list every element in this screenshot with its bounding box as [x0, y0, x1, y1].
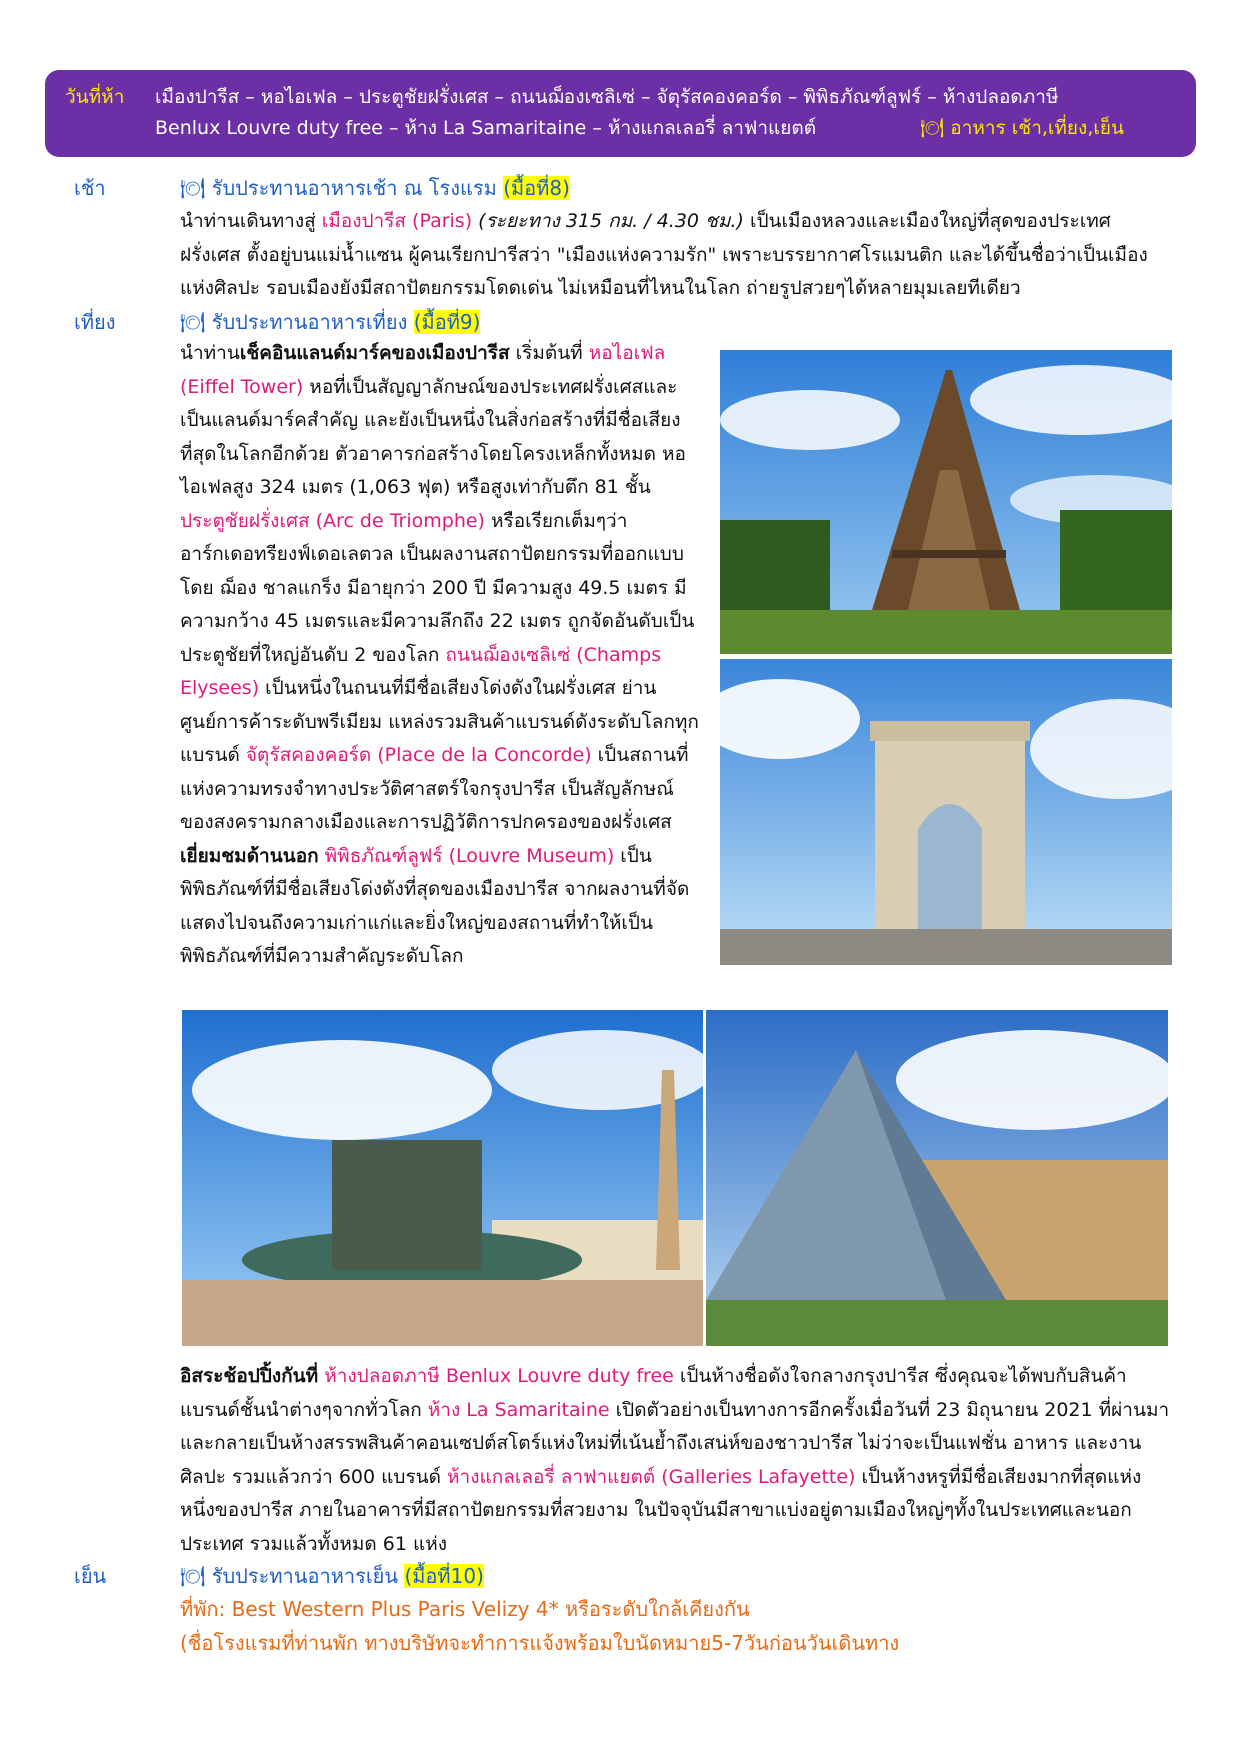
benlux-text: ห้างปลอดภาษี Benlux Louvre duty free [324, 1365, 674, 1387]
meals-summary: 🍽 อาหาร เช้า,เที่ยง,เย็น [920, 117, 1124, 139]
hotel-line: ที่พัก: Best Western Plus Paris Velizy 4* หรือระดับใกล้เคียงกัน [180, 1597, 750, 1621]
lunch-meal-heading [180, 306, 480, 338]
arc-de-triomphe-photo [720, 659, 1172, 965]
arc-text: ประตูชัยฝรั่งเศส (Arc de Triomphe) [180, 509, 485, 532]
text-span: เป็นห้างชื่อดังใจกลางกรุงปารีส ซึ่งคุณจะได้พบกับสินค้าแบรนด์ชั้นนำต่างๆจากทั่วโลก [180, 1365, 1127, 1421]
breakfast-meal-number: (มื้อที่8) [503, 176, 570, 200]
dinner-meal-number: (มื้อที่10) [404, 1564, 484, 1588]
text-span: เป็นสถานที่แห่งความทรงจำทางประวัติศาสตร์ใจกรุงปารีส เป็นสัญลักษณ์ของสงครามกลางเมืองและการปฏิวัติการปกครองของฝรั่งเศส [180, 744, 689, 833]
dinner-meal-text: 🍽 รับประทานอาหารเย็น [180, 1564, 405, 1588]
eiffel-tower-photo [720, 350, 1172, 654]
lunch-meal-text: 🍽 รับประทานอาหารเที่ยง [180, 310, 414, 334]
bold-text: เช็คอินแลนด์มาร์คของเมืองปารีส [239, 342, 510, 364]
itinerary-line-1: เมืองปารีส – หอไอเฟล – ประตูชัยฝรั่งเศส – ถนนฌ็องเซลิเซ่ – จัตุรัสคองคอร์ด – พิพิธภัณฑ์ลูฟร์ – ห้างปลอดภาษี [155, 86, 1059, 108]
landmarks-paragraph [180, 337, 700, 974]
itinerary-line-2: Benlux Louvre duty free – ห้าง La Samaritaine – ห้างแกลเลอรี่ ลาฟาแยตต์ [155, 117, 817, 139]
breakfast-paragraph [180, 205, 1160, 306]
lafayette-text: ห้างแกลเลอรี่ ลาฟาแยตต์ (Galleries Lafayette) [447, 1465, 856, 1488]
bold-text: เยี่ยมชมด้านนอก [180, 844, 319, 867]
breakfast-meal-text: 🍽 รับประทานอาหารเช้า ณ โรงแรม [180, 176, 504, 200]
text-span: หรือเรียกเต็มๆว่า อาร์กเดอทรียงฟ์เดอเลตวล เป็นผลงานสถาปัตยกรรมที่ออกแบบโดย ฌ็อง ชาลแกร็ง มีอายุกว่า 200 ปี มีความสูง 49.5 เมตร มีความกว้าง 45 เมตรและมีความลึกถึง 22 เมตร ถูกจัดอันดับเป็นประตูชัยที่ใหญ่อันดับ 2 ของโลก [180, 509, 695, 666]
text-span: เริ่มต้นที่ [509, 342, 589, 364]
samaritaine-text: ห้าง La Samaritaine [427, 1398, 610, 1421]
text-span: เป็นเมืองหลวงและเมืองใหญ่ที่สุดของประเทศฝรั่งเศส ตั้งอยู่บนแม่น้ำแซน ผู้คนเรียกปารีสว่า "เมืองแห่งความรัก" เพราะบรรยากาศโรแมนติก และได้ขึ้นชื่อว่าเป็นเมืองแห่งศิลปะ รอบเมืองยังมีสถาปัตยกรรมโดดเด่น ไม่เหมือนที่ไหนในโลก ถ่ายรูปสวยๆได้หลายมุมเลยทีเดียว [180, 210, 1148, 299]
champs-text: ถนนฌ็องเซลิเซ่ (Champs Elysees) [180, 643, 662, 699]
breakfast-meal-heading [180, 172, 570, 204]
dinner-label: เย็น [74, 1564, 107, 1588]
text-span: เป็นหนึ่งในถนนที่มีชื่อเสียงโด่งดังในฝรั่งเศส ย่านศูนย์การค้าระดับพรีเมียม แหล่งรวมสินค้าแบรนด์ดังระดับโลกทุกแบรนด์ [180, 677, 699, 766]
lunch-meal-number: (มื้อที่9) [413, 310, 481, 334]
hotel-note: (ชื่อโรงแรมที่ท่านพัก ทางบริษัทจะทำการแจ้งพร้อมใบนัดหมาย5-7วันก่อนวันเดินทาง [180, 1631, 900, 1655]
day-label: วันที่ห้า [65, 86, 125, 108]
text-span: นำท่าน [180, 342, 240, 364]
dinner-meal-heading [180, 1560, 484, 1592]
place-de-la-concorde-photo [182, 1010, 703, 1346]
text-span: หอที่เป็นสัญญาลักษณ์ของประเทศฝรั่งเศสและเป็นแลนด์มาร์คสำคัญ และยังเป็นหนึ่งในสิ่งก่อสร้างที่มีชื่อเสียงที่สุดในโลกอีกด้วย ตัวอาคารก่อสร้างโดยโครงเหล็กทั้งหมด หอไอเฟลสูง 324 เมตร (1,063 ฟุต) หรือสูงเท่ากับตึก 81 ชั้น [180, 375, 686, 498]
text-span: เปิดตัวอย่างเป็นทางการอีกครั้งเมื่อวันที่ 23 มิถุนายน 2021 ที่ผ่านมา และกลายเป็นห้างสรรพสินค้าคอนเซปต์สโตร์แห่งใหม่ที่เน้นย้ำถึงเสน่ห์ของชาวปารีส ไม่ว่าจะเป็นแฟชั่น อาหาร และงานศิลปะ รวมแล้วกว่า 600 แบรนด์ [180, 1398, 1170, 1488]
shopping-paragraph [180, 1360, 1170, 1561]
louvre-text: พิพิธภัณฑ์ลูฟร์ (Louvre Museum) [324, 844, 615, 867]
text-span: นำท่านเดินทางสู่ [180, 210, 322, 232]
text-span: เป็นพิพิธภัณฑ์ที่มีชื่อเสียงโด่งดังที่สุดของเมืองปารีส จากผลงานที่จัด แสดงไปจนถึงความเก่าแก่และยิ่งใหญ่ของสถานที่ทำให้เป็นพิพิธภัณฑ์ที่มีความสำคัญระดับโลก [180, 844, 690, 967]
day-banner [45, 70, 1196, 157]
louvre-pyramid-photo [706, 1010, 1168, 1346]
lunch-label: เที่ยง [74, 310, 116, 334]
text-span: เป็นห้างหรูที่มีชื่อเสียงมากที่สุดแห่งหนึ่งของปารีส ภายในอาคารที่มีสถาปัตยกรรมที่สวยงาม ในปัจจุบันมีสาขาแบ่งอยู่ตามเมืองใหญ่ๆทั้งในประเทศและนอกประเทศ รวมแล้วทั้งหมด 61 แห่ง [180, 1465, 1142, 1555]
paris-link-text: เมืองปารีส (Paris) [321, 210, 473, 232]
eiffel-text: หอไอเฟล (Eiffel Tower) [180, 342, 666, 398]
distance-text: (ระยะทาง 315 กม. / 4.30 ชม.) [472, 210, 744, 232]
bold-text: อิสระช้อปปิ้งกันที่ [180, 1365, 319, 1387]
breakfast-label: เช้า [74, 176, 106, 200]
concorde-text: จัตุรัสคองคอร์ด (Place de la Concorde) [245, 744, 592, 766]
